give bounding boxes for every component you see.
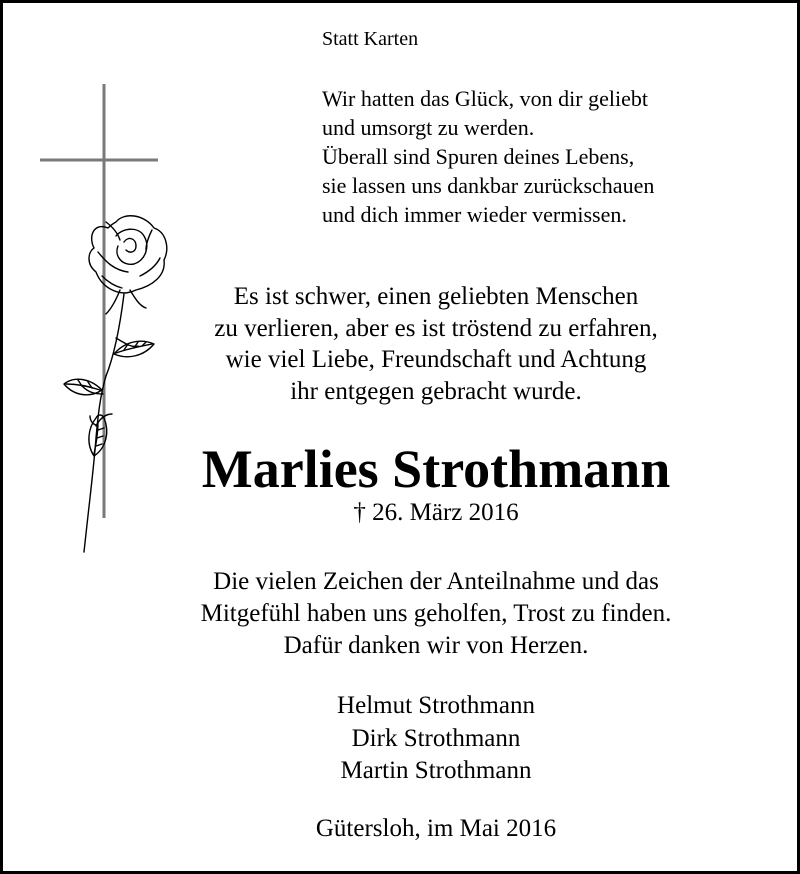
thanks-paragraph [86,566,786,662]
poem-line: Überall sind Spuren deines Lebens, [322,144,635,169]
intro-line: ihr entgegen gebracht wurde. [290,377,582,405]
thanks-line: Mitgefühl haben uns geholfen, Trost zu finden. [200,600,672,627]
family-signatures [86,690,786,788]
poem-line: Wir hatten das Glück, von dir geliebt [322,86,648,111]
statt-karten-label: Statt Karten [322,28,419,50]
family-member: Helmut Strothmann [337,692,535,719]
family-member: Martin Strothmann [340,757,532,784]
intro-line: Es ist schwer, einen geliebten Menschen [233,283,639,310]
intro-paragraph [86,281,786,407]
intro-line: wie viel Liebe, Freundschaft und Achtung [225,346,647,373]
thanks-line: Dafür danken wir von Herzen. [283,632,589,659]
poem-line: und umsorgt zu werden. [322,115,535,140]
death-date: † 26. März 2016 [353,499,519,526]
thanks-line: Die vielen Zeichen der Anteilnahme und das [213,568,659,595]
place-and-date: Gütersloh, im Mai 2016 [315,815,557,842]
memorial-poem [322,84,654,229]
family-member: Dirk Strothmann [351,724,521,752]
intro-line: zu verlieren, aber es ist tröstend zu erfahren, [214,314,658,342]
poem-line: und dich immer wieder vermissen. [322,202,627,227]
deceased-name: Marlies Strothmann [201,439,671,499]
poem-line: sie lassen uns dankbar zurückschauen [322,173,655,198]
